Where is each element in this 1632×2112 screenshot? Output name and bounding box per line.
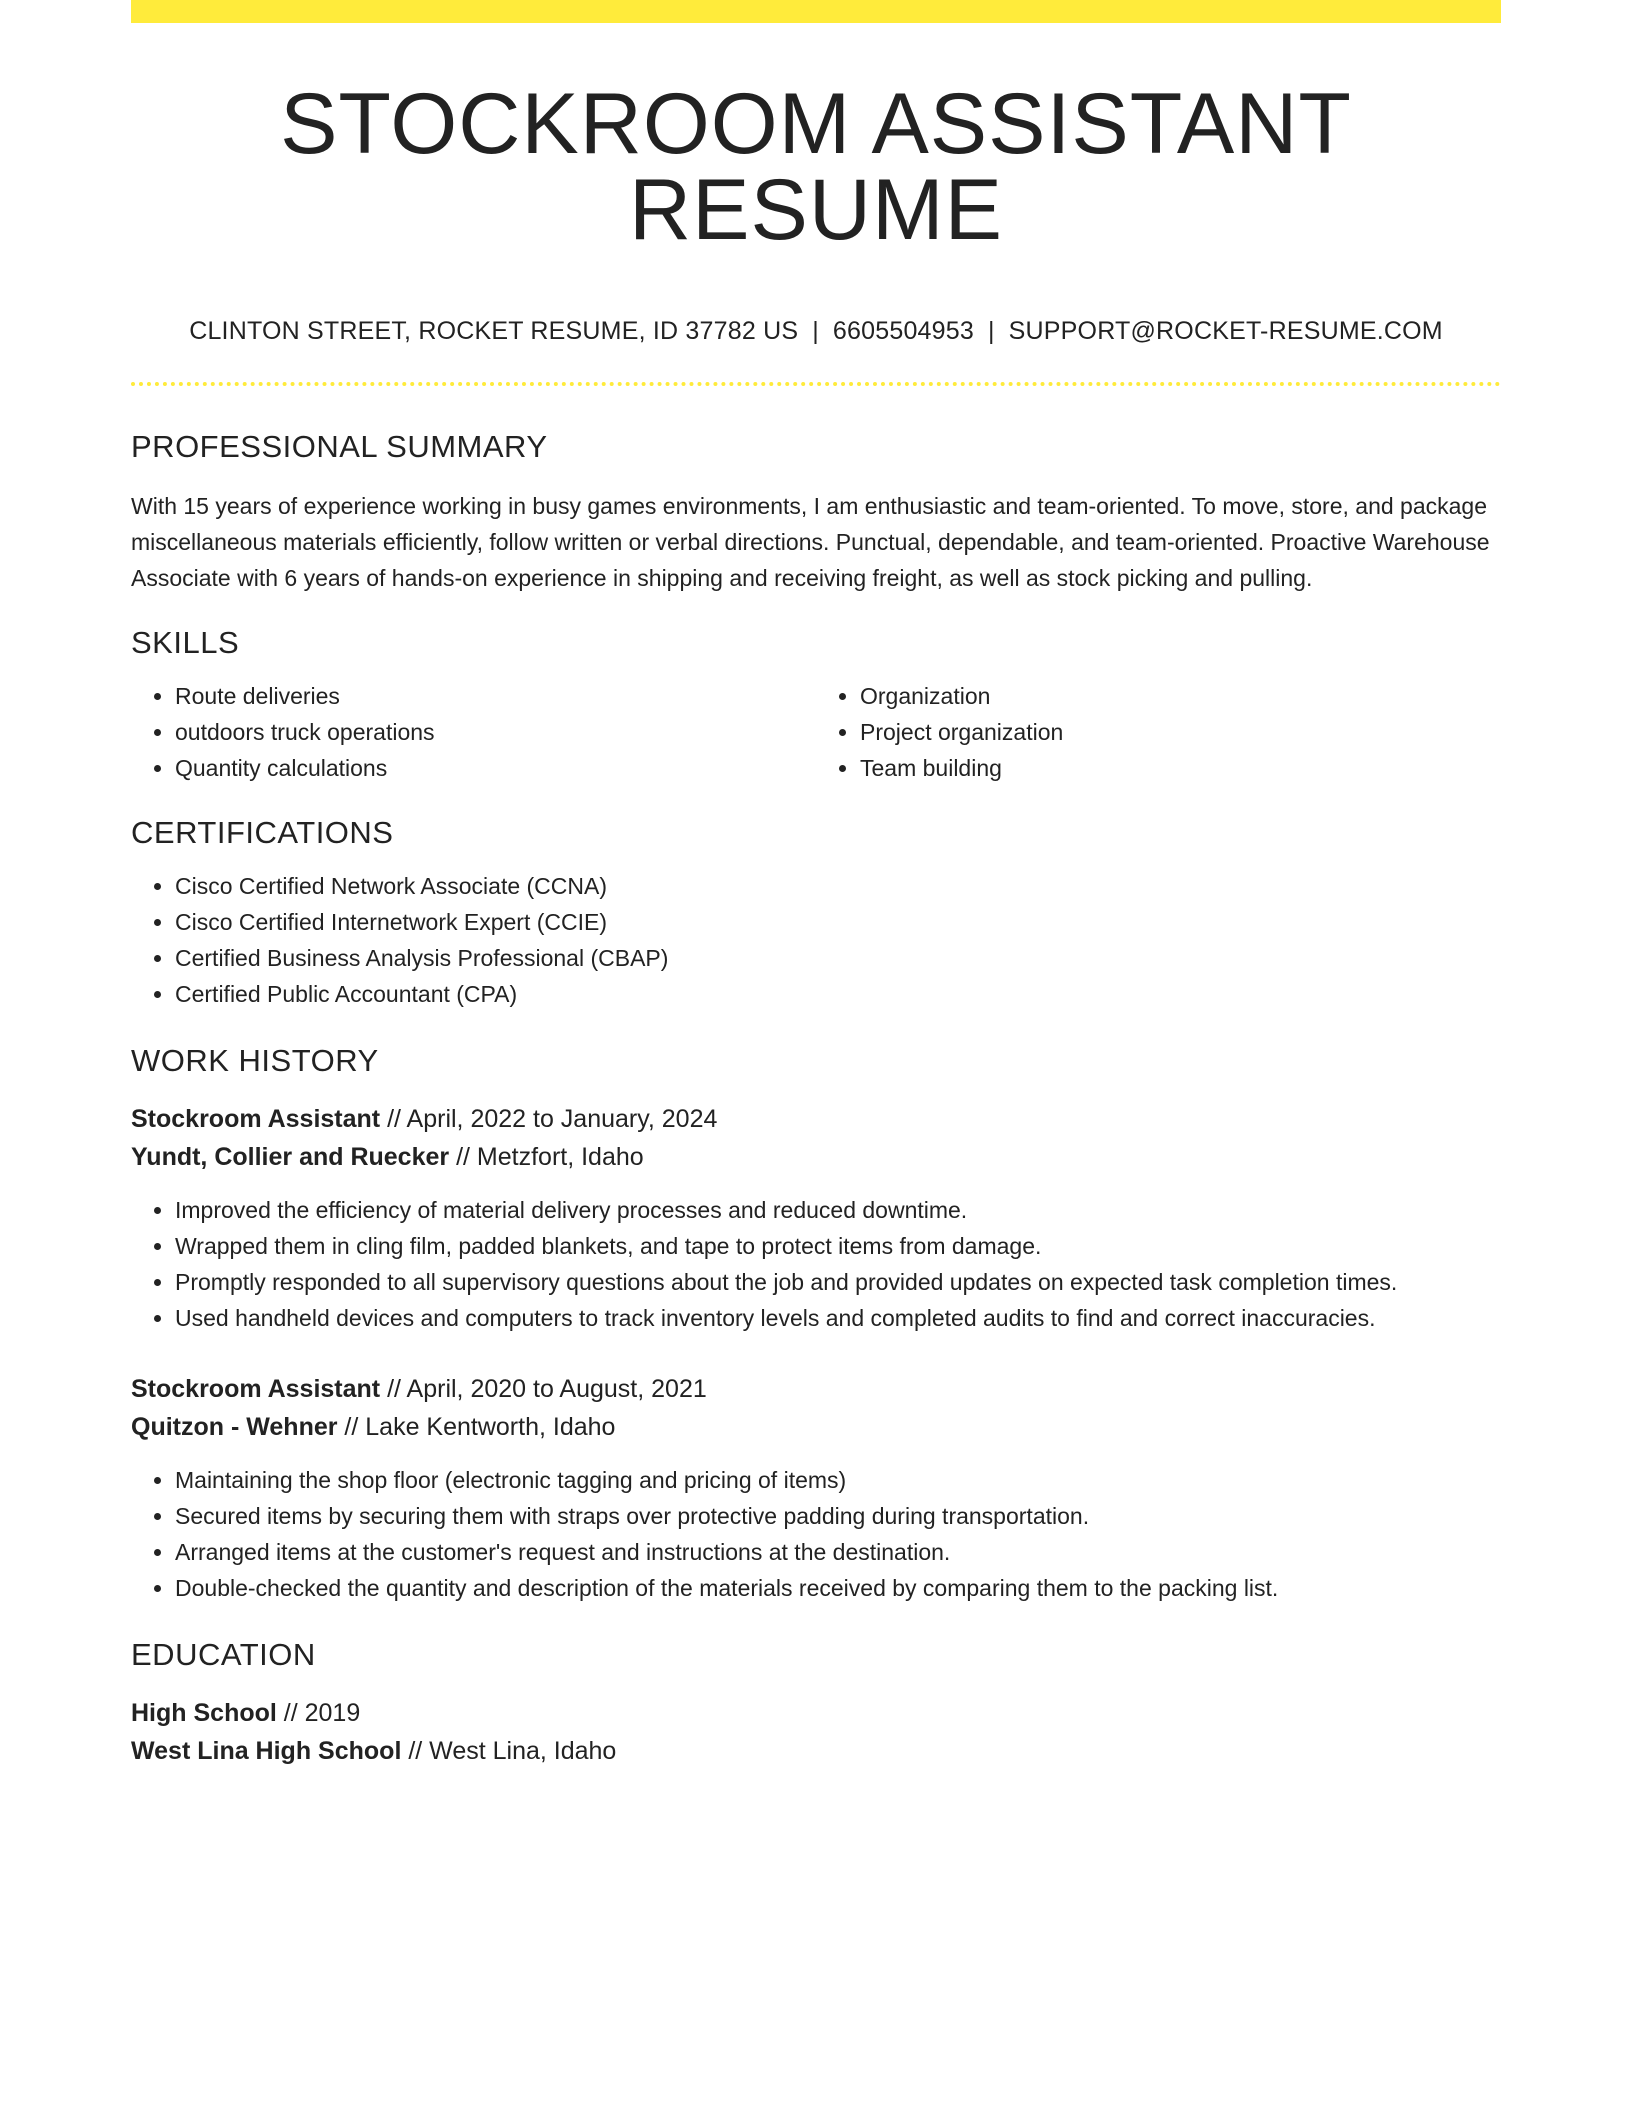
- list-item: • Project organization: [860, 714, 1501, 750]
- job-company-line: [131, 1138, 1501, 1176]
- education-degree-line: [131, 1694, 1501, 1732]
- list-item: • Secured items by securing them with straps over protective padding during transportation.: [175, 1498, 1501, 1534]
- job-company-line: [131, 1408, 1501, 1446]
- list-item: • Improved the efficiency of material delivery processes and reduced downtime.: [175, 1192, 1501, 1228]
- list-item: • Used handheld devices and computers to track inventory levels and completed audits to find and correct inaccuracies.: [175, 1300, 1501, 1336]
- job-bullets: [131, 1462, 1501, 1606]
- contact-email: SUPPORT@ROCKET-RESUME.COM: [1008, 317, 1443, 345]
- certifications-list: [131, 868, 1501, 1012]
- contact-phone: 6605504953: [832, 317, 974, 345]
- section-title-summary: PROFESSIONAL SUMMARY: [131, 429, 548, 464]
- job-dates: // April, 2022 to January, 2024: [380, 1105, 718, 1134]
- education-location: // West Lina, Idaho: [401, 1737, 617, 1766]
- job-role: Stockroom Assistant: [131, 1105, 381, 1134]
- job-title-line: [131, 1370, 1501, 1408]
- accent-top-bar: [131, 0, 1501, 23]
- resume-page: [131, 0, 1501, 1770]
- job-dates: // April, 2020 to August, 2021: [380, 1375, 707, 1404]
- job-company: Yundt, Collier and Ruecker: [131, 1143, 450, 1172]
- list-item: • Maintaining the shop floor (electronic tagging and pricing of items): [175, 1462, 1501, 1498]
- list-item: • Arranged items at the customer's request and instructions at the destination.: [175, 1534, 1501, 1570]
- skills-list-left: [131, 678, 816, 786]
- job-title-line: [131, 1100, 1501, 1138]
- dotted-divider: [131, 382, 1501, 386]
- list-item: • Certified Business Analysis Professional (CBAP): [175, 940, 1501, 976]
- section-title-education: EDUCATION: [131, 1637, 316, 1673]
- list-item: • Double-checked the quantity and description of the materials received by comparing them to the packing list.: [175, 1570, 1501, 1606]
- resume-title: STOCKROOM ASSISTANT RESUME: [280, 76, 1352, 258]
- list-item: • Team building: [860, 750, 1501, 786]
- section-title-work-history: WORK HISTORY: [131, 1043, 379, 1079]
- list-item: • Promptly responded to all supervisory questions about the job and provided updates on expected task completion times.: [175, 1264, 1501, 1300]
- skills-list-right: [816, 678, 1501, 786]
- contact-address: CLINTON STREET, ROCKET RESUME, ID 37782 US: [189, 317, 799, 345]
- summary-text: With 15 years of experience working in busy games environments, I am enthusiastic and team-oriented. To move, store, and package miscellaneous materials efficiently, follow written or verbal directions. Punctual, dependable, and team-oriented. Proactive Warehouse Associate with 6 years of hands-on experience in shipping and receiving freight, as well as stock picking and pulling.: [131, 493, 1490, 592]
- job-company: Quitzon - Wehner: [131, 1413, 338, 1442]
- job-location: // Metzfort, Idaho: [449, 1143, 644, 1172]
- contact-line: [131, 317, 1501, 346]
- job-bullets: [131, 1192, 1501, 1336]
- list-item: • Certified Public Accountant (CPA): [175, 976, 1501, 1012]
- section-title-skills: SKILLS: [131, 625, 240, 661]
- list-item: • Cisco Certified Network Associate (CCNA): [175, 868, 1501, 904]
- education-school-line: [131, 1732, 1501, 1770]
- list-item: • Route deliveries: [175, 678, 816, 714]
- list-item: • Organization: [860, 678, 1501, 714]
- education-degree: High School: [131, 1699, 277, 1728]
- contact-separator: |: [987, 317, 995, 345]
- section-title-certifications: CERTIFICATIONS: [131, 815, 394, 851]
- education-school: West Lina High School: [131, 1737, 402, 1766]
- education-year: // 2019: [276, 1699, 361, 1728]
- job-role: Stockroom Assistant: [131, 1375, 381, 1404]
- job-location: // Lake Kentworth, Idaho: [337, 1413, 616, 1442]
- contact-separator: |: [812, 317, 819, 345]
- job-entry: [131, 1100, 1501, 1336]
- list-item: • Cisco Certified Internetwork Expert (CCIE): [175, 904, 1501, 940]
- skills-grid: [131, 660, 1501, 786]
- list-item: • Wrapped them in cling film, padded blankets, and tape to protect items from damage.: [175, 1228, 1501, 1264]
- list-item: • outdoors truck operations: [175, 714, 816, 750]
- list-item: • Quantity calculations: [175, 750, 816, 786]
- job-entry: [131, 1370, 1501, 1606]
